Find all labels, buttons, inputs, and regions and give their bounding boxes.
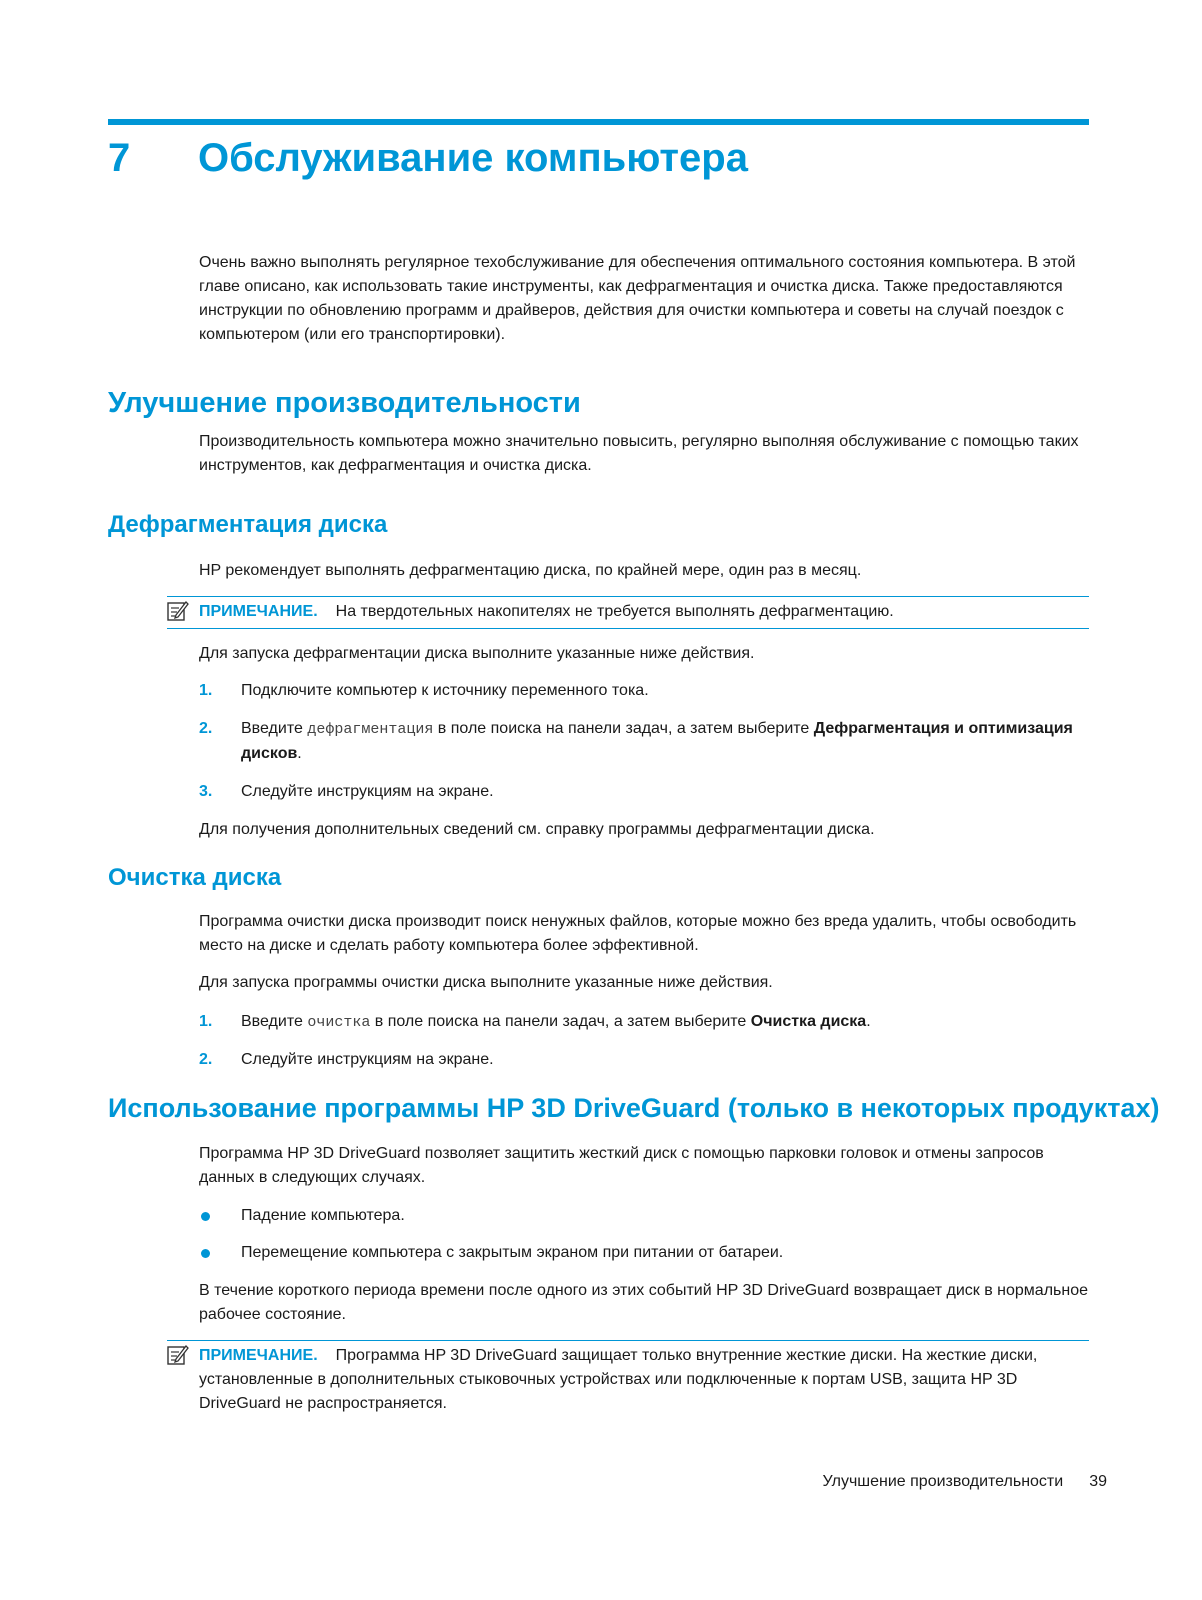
page-footer: [823, 1473, 1107, 1491]
section-heading-driveguard: Использование программы HP 3D DriveGuard (только в некоторых продуктах): [108, 1093, 1160, 1123]
driveguard-after: В течение короткого периода времени после одного из этих событий HP 3D DriveGuard возвращает диск в нормальное рабочее состояние.: [199, 1282, 1089, 1323]
program-name: Дефрагментация и оптимизация дисков: [241, 720, 1073, 762]
list-item: [199, 1048, 1089, 1072]
list-item: [199, 1010, 1089, 1035]
list-item: [199, 1241, 1089, 1265]
defrag-steps-intro: Для запуска дефрагментации диска выполните указанные ниже действия.: [199, 645, 755, 662]
step-text: Введите: [241, 1013, 308, 1030]
page-number: 39: [1089, 1473, 1107, 1490]
step-text: Следуйте инструкциям на экране.: [241, 783, 494, 800]
step-number: 2.: [199, 720, 213, 737]
subsection-heading-cleanup: Очистка диска: [108, 864, 282, 891]
step-number: 3.: [199, 783, 213, 800]
note-pencil-icon: [167, 1344, 189, 1366]
list-item: [199, 679, 1089, 703]
note-label: ПРИМЕЧАНИЕ.: [199, 1347, 318, 1364]
chapter-heading: [108, 136, 748, 181]
step-text: в поле поиска на панели задач, а затем выберите: [433, 720, 814, 737]
step-text: Введите: [241, 720, 308, 737]
list-item: [199, 1204, 1089, 1228]
section-heading-performance: Улучшение производительности: [108, 387, 581, 419]
note-defrag: [167, 596, 1089, 629]
note-pencil-icon: [167, 600, 189, 622]
chapter-title: Обслуживание компьютера: [198, 136, 748, 180]
bullet-icon: [201, 1249, 210, 1258]
bullet-text: Падение компьютера.: [241, 1207, 405, 1224]
note-driveguard: [167, 1340, 1089, 1420]
note-text: На твердотельных накопителях не требуется выполнять дефрагментацию.: [335, 603, 894, 620]
step-number: 1.: [199, 682, 213, 699]
list-item: [199, 780, 1089, 804]
step-text: Подключите компьютер к источнику переменного тока.: [241, 682, 649, 699]
subsection-heading-defrag: Дефрагментация диска: [108, 511, 388, 538]
note-text: Программа HP 3D DriveGuard защищает только внутренние жесткие диски. На жесткие диски, установленные в дополнительных стыковочных устройствах или подключенные к портам USB, защита HP 3D DriveGuard не распространяется.: [199, 1347, 1038, 1412]
bullet-icon: [201, 1212, 210, 1221]
driveguard-text: Программа HP 3D DriveGuard позволяет защитить жесткий диск с помощью парковки головок и отмены запросов данных в следующих случаях.: [199, 1145, 1044, 1186]
search-term: очистка: [307, 1014, 371, 1031]
step-text: в поле поиска на панели задач, а затем выберите: [370, 1013, 751, 1030]
search-term: дефрагментация: [307, 721, 434, 738]
step-text: Следуйте инструкциям на экране.: [241, 1051, 494, 1068]
chapter-intro: Очень важно выполнять регулярное техобслуживание для обеспечения оптимального состояния компьютера. В этой главе описано, как использовать такие инструменты, как дефрагментация и очистка диска. Также предоставляются инструкции по обновлению программ и драйверов, действия для очистки компьютера и советы на случай поездок с компьютером (или его транспортировки).: [199, 254, 1076, 343]
chapter-number: 7: [108, 136, 131, 180]
performance-text: Производительность компьютера можно значительно повысить, регулярно выполняя обслуживание с помощью таких инструментов, как дефрагментация и очистка диска.: [199, 433, 1079, 474]
step-text: .: [866, 1013, 871, 1030]
step-text: .: [297, 745, 302, 762]
footer-section-title: Улучшение производительности: [822, 1473, 1064, 1490]
defrag-recommend: HP рекомендует выполнять дефрагментацию диска, по крайней мере, один раз в месяц.: [199, 562, 862, 579]
note-label: ПРИМЕЧАНИЕ.: [199, 603, 318, 620]
step-number: 1.: [199, 1013, 213, 1030]
list-item: [199, 717, 1089, 766]
defrag-more-info: Для получения дополнительных сведений см. справку программы дефрагментации диска.: [199, 821, 875, 838]
cleanup-text: Программа очистки диска производит поиск ненужных файлов, которые можно без вреда удалить, чтобы освободить место на диске и сделать работу компьютера более эффективной.: [199, 913, 1077, 954]
chapter-top-rule: [108, 119, 1089, 125]
step-number: 2.: [199, 1051, 213, 1068]
cleanup-steps-intro: Для запуска программы очистки диска выполните указанные ниже действия.: [199, 974, 773, 991]
bullet-text: Перемещение компьютера с закрытым экраном при питании от батареи.: [241, 1244, 784, 1261]
program-name: Очистка диска: [750, 1013, 867, 1030]
